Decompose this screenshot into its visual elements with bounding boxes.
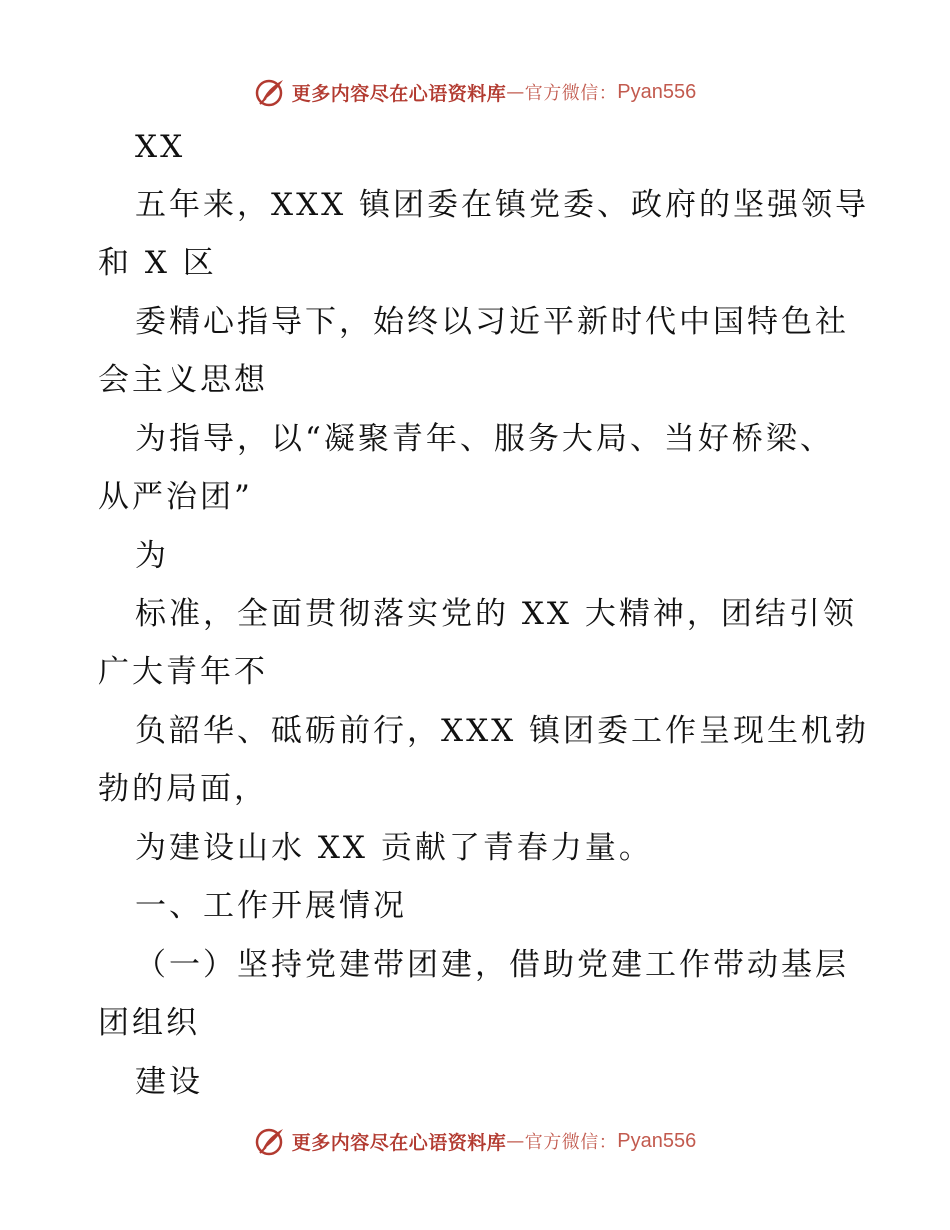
quill-pen-logo-icon xyxy=(254,1125,286,1157)
doc-line: 委精心指导下，始终以习近平新时代中国特色社 xyxy=(135,304,849,340)
doc-line: 负韶华、砥砺前行，XXX 镇团委工作呈现生机勃 xyxy=(135,713,870,749)
watermark-wechat-id: Pyan556 xyxy=(617,80,697,103)
watermark-wechat-label: 官方微信： xyxy=(524,1132,618,1153)
doc-line: 广大青年不 xyxy=(98,654,268,690)
doc-line: 勃的局面， xyxy=(98,771,268,807)
doc-line: 团组织 xyxy=(98,1005,200,1041)
header-watermark xyxy=(0,72,950,112)
doc-line: XX xyxy=(135,129,186,165)
watermark-dash: — xyxy=(506,1130,525,1152)
doc-line: 为 xyxy=(135,538,169,574)
footer-watermark xyxy=(0,1121,950,1161)
doc-line: 标准，全面贯彻落实党的 XX 大精神，团结引领 xyxy=(135,596,857,632)
watermark-dash: — xyxy=(506,81,525,103)
quill-pen-logo-icon xyxy=(254,76,286,108)
watermark-text: 更多内容尽在心语资料库 xyxy=(291,1131,507,1154)
doc-line: 和 X 区 xyxy=(98,245,217,281)
doc-line: 为指导，以“凝聚青年、服务大局、当好桥梁、 xyxy=(135,421,834,457)
doc-line: 五年来，XXX 镇团委在镇党委、政府的坚强领导 xyxy=(135,187,870,223)
section-heading: 一、工作开展情况 xyxy=(135,888,407,924)
doc-line: 会主义思想 xyxy=(98,362,268,398)
doc-line: 从严治团” xyxy=(98,479,253,515)
watermark-wechat-label: 官方微信： xyxy=(524,83,618,104)
doc-line: 建设 xyxy=(135,1064,203,1100)
watermark-text: 更多内容尽在心语资料库 xyxy=(291,82,507,105)
doc-line: 为建设山水 XX 贡献了青春力量。 xyxy=(135,830,653,866)
watermark-wechat-id: Pyan556 xyxy=(617,1129,697,1152)
subsection-heading: （一）坚持党建带团建，借助党建工作带动基层 xyxy=(135,947,849,983)
